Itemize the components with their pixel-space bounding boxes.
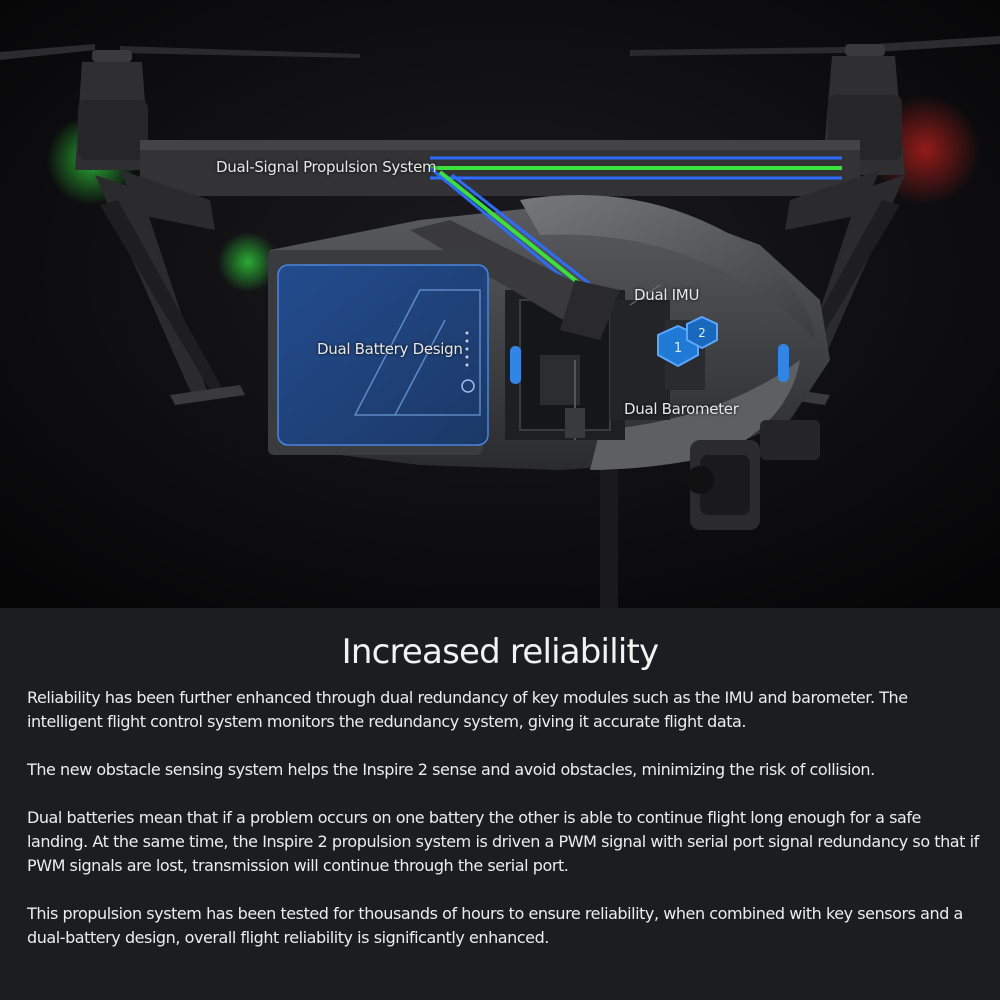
paragraph-dual-batteries: Dual batteries mean that if a problem occurs on one battery the other is able to continue flight long enough for a safe landing. At the same time, the Inspire 2 propulsion system is driven a PWM signal with serial port signal redundancy so that if PWM signals are lost, transmission will continue through the serial port. <box>27 808 979 875</box>
callout-barometer: Dual Barometer <box>624 400 739 418</box>
barometer-right <box>778 344 789 382</box>
imu-badge-2-label: 2 <box>698 326 706 340</box>
callout-imu: Dual IMU <box>634 286 700 304</box>
left-motor <box>75 50 150 170</box>
callout-battery: Dual Battery Design <box>317 340 463 358</box>
imu-badge-2 <box>687 317 717 348</box>
paragraph-propulsion-testing: This propulsion system has been tested for thousands of hours to ensure reliability, when combined with key sensors and a dual-battery design, overall flight reliability is significantly enhanced. <box>27 904 963 947</box>
callout-propulsion: Dual-Signal Propulsion System <box>216 158 437 176</box>
paragraph-redundancy: Reliability has been further enhanced through dual redundancy of key modules such as the IMU and barometer. The intelligent flight control system monitors the redundancy system, giving it accurate flight data. <box>27 688 908 731</box>
section-title: Increased reliability <box>341 632 659 672</box>
imu-badge-1-label: 1 <box>673 341 683 356</box>
reliability-section <box>0 608 1000 1000</box>
paragraph-obstacle-sensing: The new obstacle sensing system helps the Inspire 2 sense and avoid obstacles, minimizing the risk of collision. <box>27 760 875 779</box>
barometer-left <box>510 346 521 384</box>
